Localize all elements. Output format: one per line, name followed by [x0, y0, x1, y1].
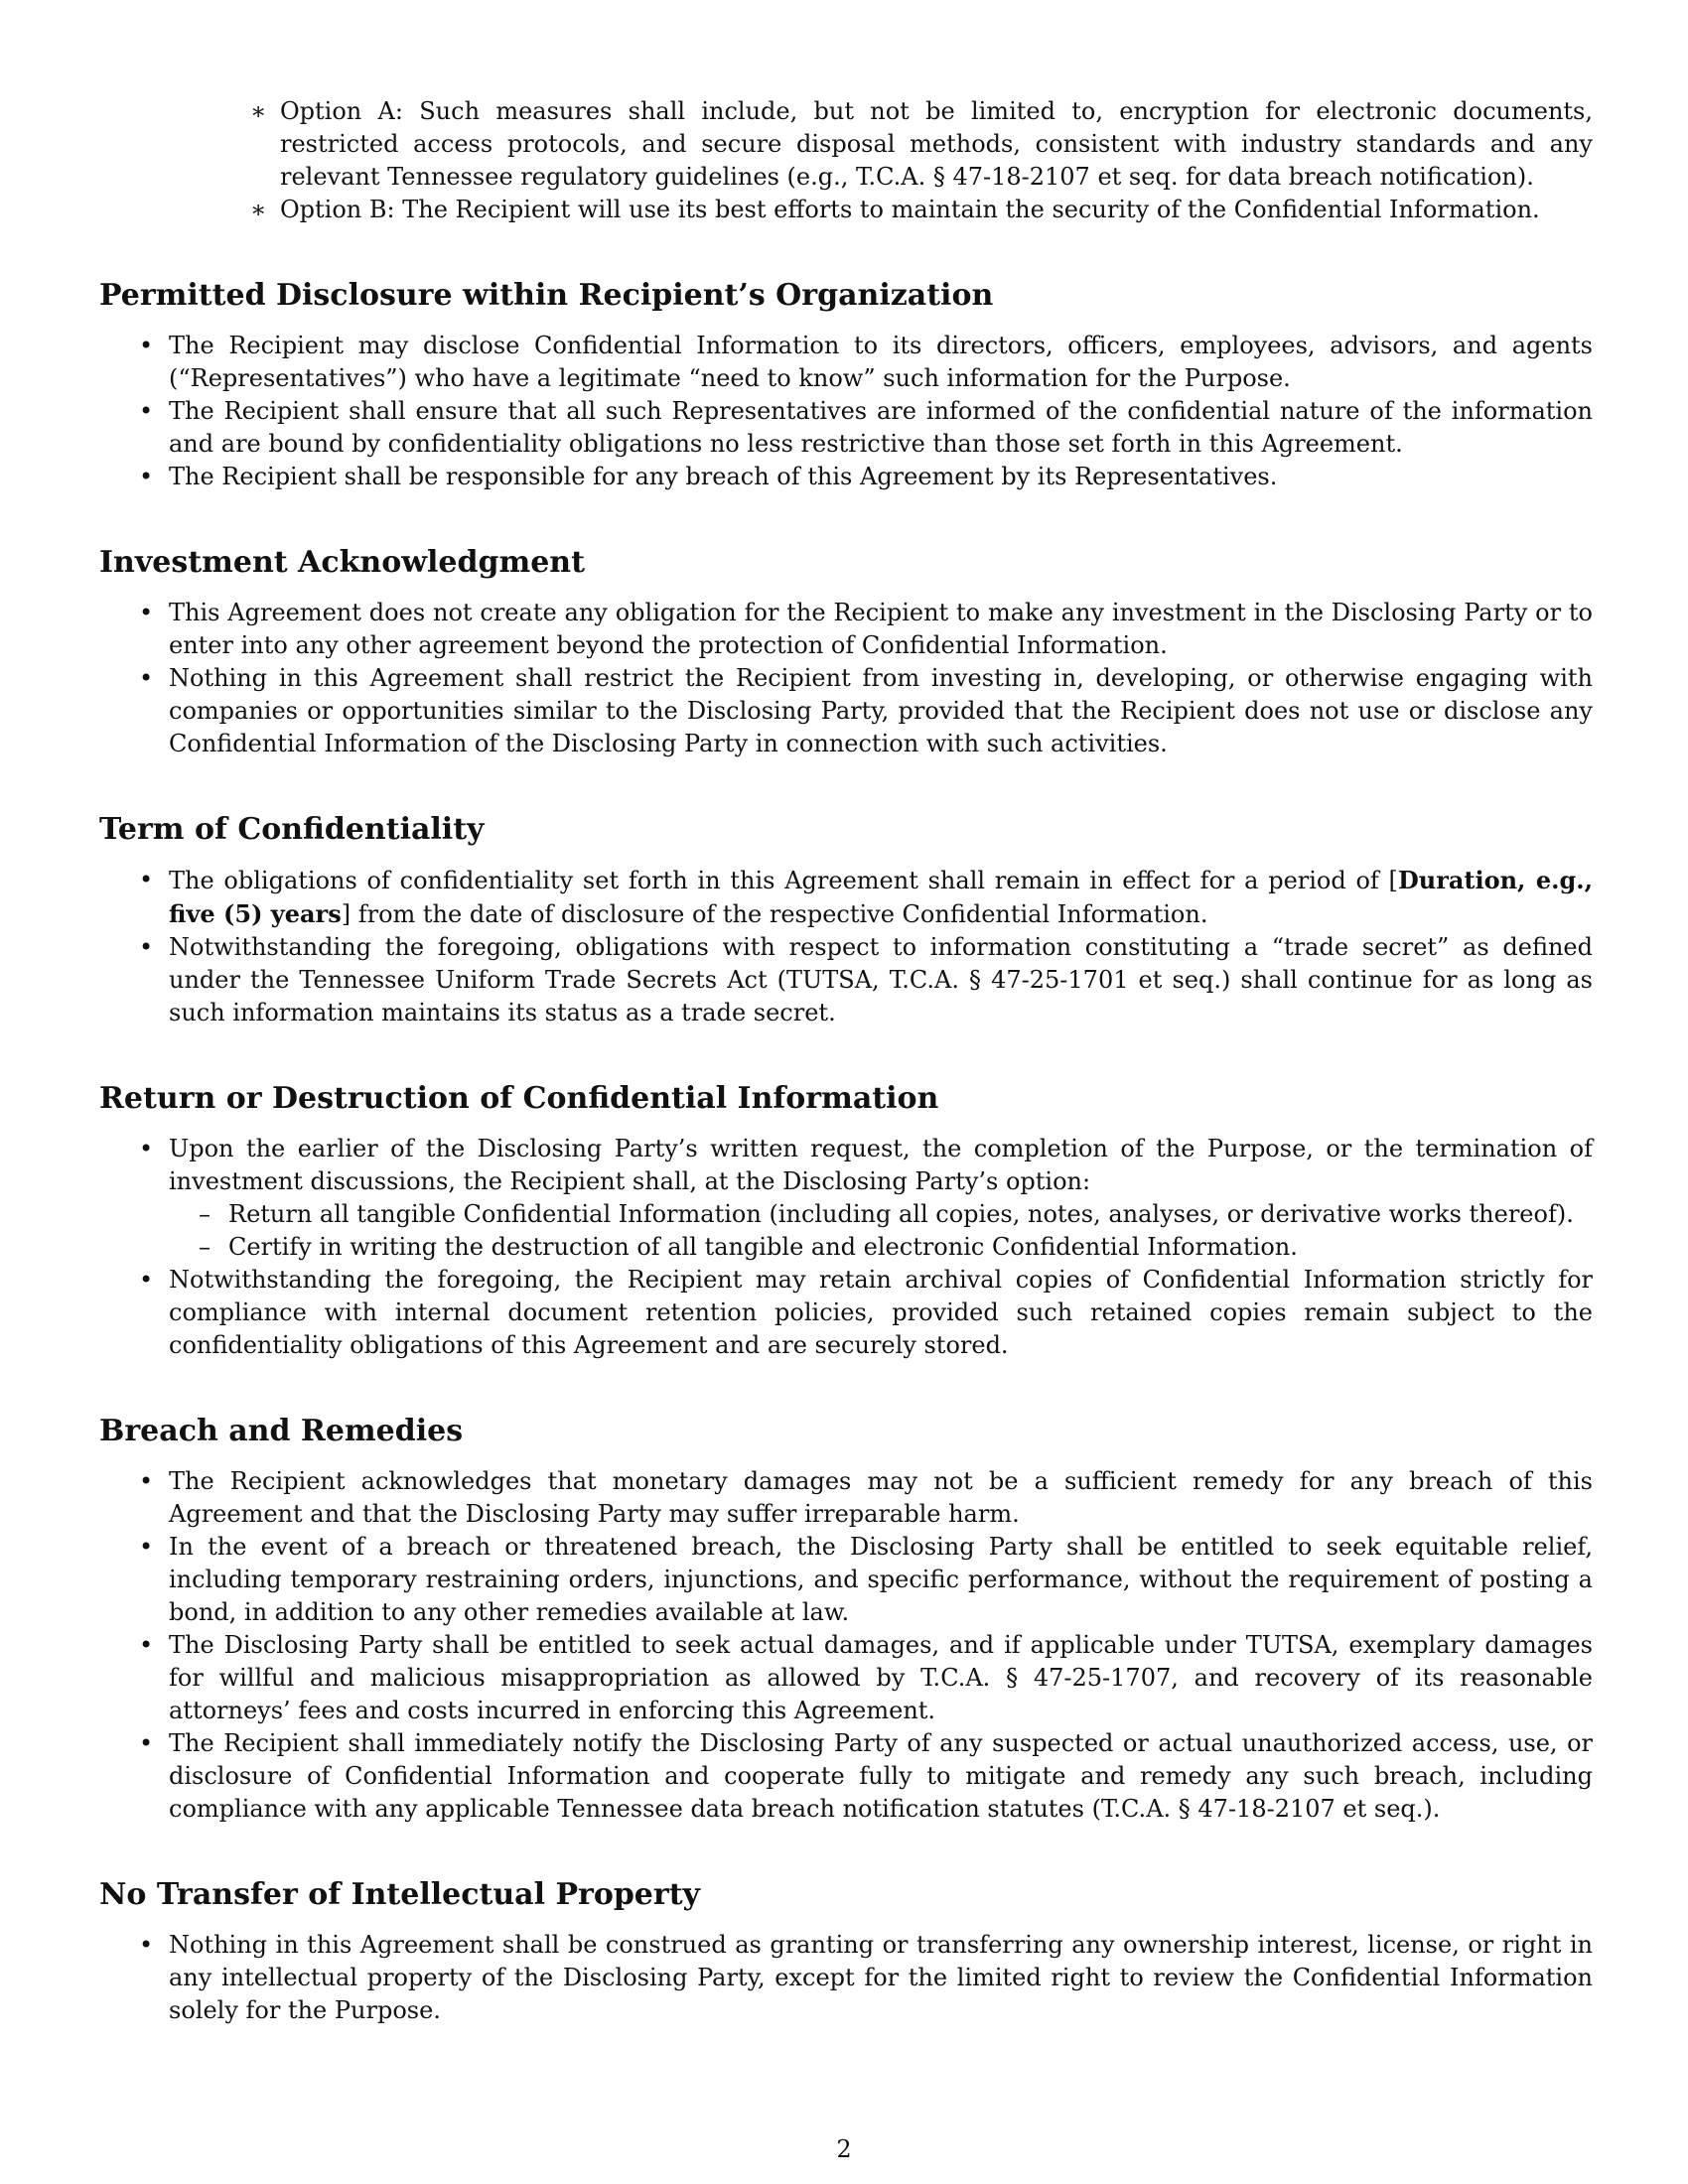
- list-item: • The Recipient may disclose Confidential Information to its directors, officers, employees, advisors, and agents (“Representatives”) who have a legitimate “need to know” such information for the Purpose.: [99, 330, 1593, 395]
- option-list: [250, 95, 1593, 226]
- page-number: 2: [836, 2135, 852, 2163]
- term-text-after: ] from the date of disclosure of the respective Confidential Information.: [341, 900, 1208, 928]
- list-item: [99, 1133, 1593, 1264]
- list-item: • This Agreement does not create any obligation for the Recipient to make any investment in the Disclosing Party or to enter into any other agreement beyond the protection of Confidential Information.: [99, 597, 1593, 662]
- bullet-list: [99, 330, 1593, 493]
- list-item: • Nothing in this Agreement shall restrict the Recipient from investing in, developing, or otherwise engaging with companies or opportunities similar to the Disclosing Party, provided that the Recipient does not use or disclose any Confidential Information of the Disclosing Party in connection with such activities.: [99, 662, 1593, 760]
- term-text-before: The obligations of confidentiality set forth in this Agreement shall remain in effect for a period of [: [169, 867, 1398, 894]
- section-permitted-disclosure: [99, 276, 1593, 493]
- option-a: ∗ Option A: Such measures shall include, but not be limited to, encryption for electronic documents, restricted access protocols, and secure disposal methods, consistent with industry standards and any relevant Tennessee regulatory guidelines (e.g., T.C.A. § 47-18-2107 et seq. for data breach notification).: [250, 95, 1593, 194]
- section-title: Permitted Disclosure within Recipient’s Organization: [99, 278, 994, 313]
- list-item: • Notwithstanding the foregoing, the Recipient may retain archival copies of Confidential Information strictly for compliance with internal document retention policies, provided such retained copies remain subject to the confidentiality obligations of this Agreement and are securely stored.: [99, 1264, 1593, 1362]
- list-item: • The Disclosing Party shall be entitled to seek actual damages, and if applicable under TUTSA, exemplary damages for willful and malicious misappropriation as allowed by T.C.A. § 47-25-1707, and recovery of its reasonable attorneys’ fees and costs incurred in enforcing this Agreement.: [99, 1629, 1593, 1727]
- sub-list-item: – Certify in writing the destruction of all tangible and electronic Confidential Information.: [169, 1231, 1593, 1264]
- bullet-list: [99, 1929, 1593, 2027]
- section-title: Breach and Remedies: [99, 1414, 464, 1448]
- section-title: Term of Confidentiality: [99, 812, 485, 847]
- section-term-of-confidentiality: [99, 810, 1593, 1029]
- bullet-list: [99, 597, 1593, 760]
- section-breach-and-remedies: [99, 1412, 1593, 1826]
- list-item: • In the event of a breach or threatened breach, the Disclosing Party shall be entitled to seek equitable relief, including temporary restraining orders, injunctions, and specific performance, without the requirement of posting a bond, in addition to any other remedies available at law.: [99, 1531, 1593, 1629]
- bullet-list: [99, 1465, 1593, 1826]
- list-item: [99, 864, 1593, 931]
- section-title: No Transfer of Intellectual Property: [99, 1877, 700, 1912]
- option-b: ∗ Option B: The Recipient will use its best efforts to maintain the security of the Confidential Information.: [250, 194, 1593, 226]
- sub-list: [169, 1198, 1593, 1264]
- duration-placeholder: Duration, e.g., five (5) years: [169, 866, 1594, 928]
- list-item: • The Recipient acknowledges that monetary damages may not be a sufficient remedy for any breach of this Agreement and that the Disclosing Party may suffer irreparable harm.: [99, 1465, 1593, 1531]
- bullet-list: [99, 864, 1593, 1029]
- section-investment-acknowledgment: [99, 543, 1593, 760]
- section-return-or-destruction: [99, 1079, 1593, 1362]
- list-item: • The Recipient shall ensure that all such Representatives are informed of the confidential nature of the information and are bound by confidentiality obligations no less restrictive than those set forth in this Agreement.: [99, 395, 1593, 461]
- bullet-list: [99, 1133, 1593, 1362]
- section-title: Return or Destruction of Confidential Information: [99, 1081, 939, 1116]
- sub-list-item: – Return all tangible Confidential Information (including all copies, notes, analyses, or derivative works thereof).: [169, 1198, 1593, 1231]
- section-title: Investment Acknowledgment: [99, 545, 585, 580]
- list-item-text: Upon the earlier of the Disclosing Party’s written request, the completion of the Purpose, or the termination of investment discussions, the Recipient shall, at the Disclosing Party’s option:: [169, 1135, 1593, 1195]
- list-item: • Nothing in this Agreement shall be construed as granting or transferring any ownership interest, license, or right in any intellectual property of the Disclosing Party, except for the limited right to review the Confidential Information solely for the Purpose.: [99, 1929, 1593, 2027]
- list-item: • The Recipient shall be responsible for any breach of this Agreement by its Representatives.: [99, 461, 1593, 493]
- list-item: • The Recipient shall immediately notify the Disclosing Party of any suspected or actual unauthorized access, use, or disclosure of Confidential Information and cooperate fully to mitigate and remedy any such breach, including compliance with any applicable Tennessee data breach notification statutes (T.C.A. § 47-18-2107 et seq.).: [99, 1727, 1593, 1826]
- document-page: [99, 95, 1593, 2027]
- list-item: • Notwithstanding the foregoing, obligations with respect to information constituting a “trade secret” as defined under the Tennessee Uniform Trade Secrets Act (TUTSA, T.C.A. § 47-25-1701 et seq.) shall continue for as long as such information maintains its status as a trade secret.: [99, 931, 1593, 1029]
- section-no-transfer-ip: [99, 1875, 1593, 2027]
